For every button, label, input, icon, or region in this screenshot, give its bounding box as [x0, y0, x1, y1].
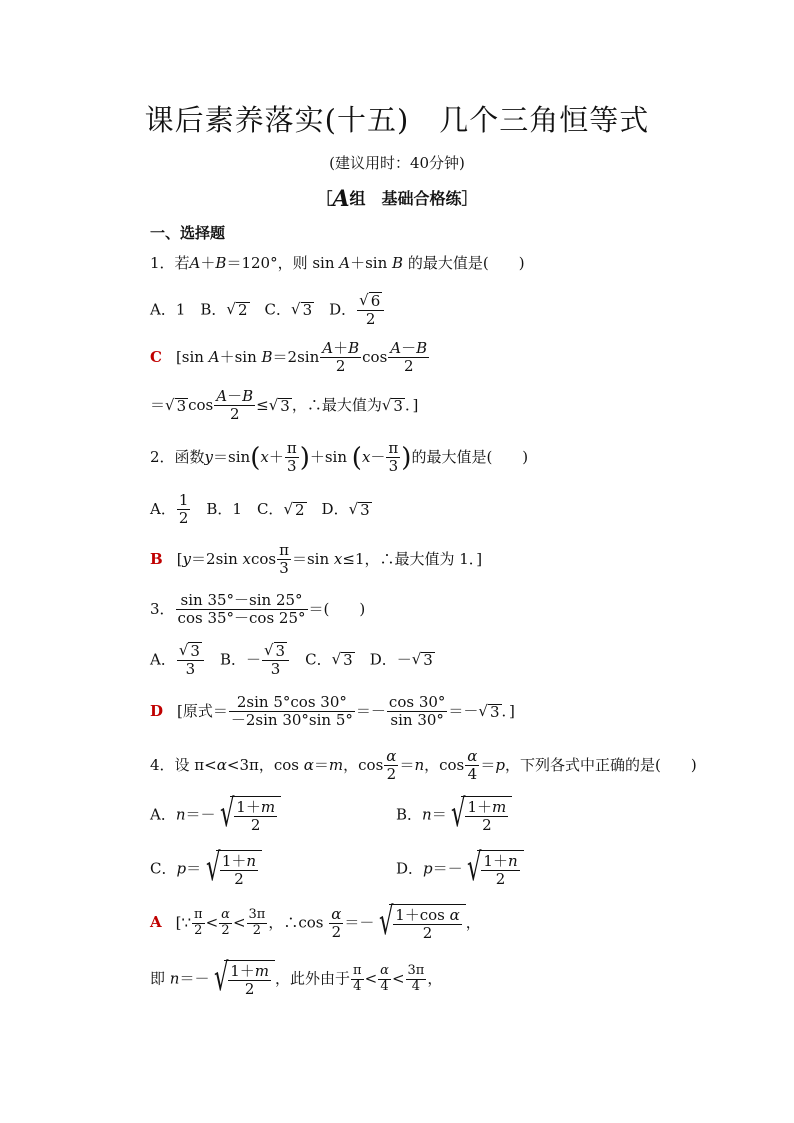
- question-4-option-d: D．p＝－ √ $\frac{1+n}{2}$: [396, 850, 524, 889]
- question-1-options: A．1 B．√ 2 C．√ 3 D． $\frac{√ 6}{2}$: [150, 292, 385, 329]
- question-4-option-b: B．n＝ √ $\frac{1+m}{2}$: [396, 796, 512, 835]
- question-1-stem: 1．若A＋B＝120°，则 sin A＋sin B 的最大值是( ): [150, 254, 525, 272]
- group-text: 组 基础合格练: [349, 189, 462, 208]
- question-4-explain-2: 即 n＝－ √ $\frac{1+m}{2}$ ，此外由于 $\frac{\pi}{4}$ < $\frac{\alpha}{4}$ < $\frac{3\pi}{4}$ ，: [150, 955, 443, 999]
- answer-letter: A: [150, 913, 162, 932]
- answer-letter: D: [150, 701, 164, 720]
- question-2-options: A． $\frac{1}{2}$ B．1 C．√ 2 D．√ 3: [150, 491, 370, 528]
- page-title: 课后素养落实(十五) 几个三角恒等式: [144, 103, 650, 137]
- bracket-left: ［: [316, 189, 333, 208]
- group-heading: [0, 186, 794, 212]
- question-1-answer: C [sin A＋sin B＝2sin $\frac{A+B}{2}$ cos $\frac{A-B}{2}$: [150, 339, 428, 376]
- group-letter: A: [332, 186, 350, 212]
- suggested-time: (建议用时：40分钟): [329, 154, 465, 172]
- question-2-stem: 2．函数y＝sin(x＋ $\frac{\pi}{3}$ )＋sin (x－ $\frac{\pi}{3}$ )的最大值是( ): [150, 439, 529, 476]
- bracket-right: ］: [461, 189, 478, 208]
- question-4-stem: 4．设 π<α<3π，cos α＝m，cos $\frac{\alpha}{2}$ ＝n，cos $\frac{\alpha}{4}$ ＝p，下列各式中正确的是( ): [150, 747, 697, 784]
- question-2-answer: B [y＝2sin xcos $\frac{\pi}{3}$ ＝sin x≤1，∴最大值为 1．]: [150, 541, 483, 578]
- answer-letter: C: [150, 347, 162, 366]
- question-4-option-a: A．n＝－ √ $\frac{1+m}{2}$: [150, 796, 281, 835]
- section-heading: 一、选择题: [150, 224, 226, 242]
- answer-letter: B: [150, 549, 163, 568]
- question-4-option-c: C．p＝ √ $\frac{1+n}{2}$: [150, 850, 262, 889]
- question-1-explain-2: ＝√ 3 cos $\frac{A-B}{2}$ ≤√ 3 ，∴最大值为√ 3 ．]: [150, 387, 419, 424]
- question-3-stem: 3． $\frac{\sin 35^\circ-\sin 25^\circ}{\cos 35^\circ-\cos 25^\circ}$ ＝( ): [150, 591, 366, 628]
- question-4-answer: A [∵ $\frac{\pi}{2}$ < $\frac{\alpha}{2}$ < $\frac{3\pi}{2}$ ，∴cos $\frac{\alpha}{2}$ ＝－ √ $\frac{\text{1＋cos α}}{2}$ ，: [150, 899, 481, 943]
- question-3-answer: D [原式＝ $\frac{2\sin 5^\circ\cos 30^\circ}{-2\sin 30^\circ\sin 5^\circ}$ ＝－ $\frac{\cos 30^\circ}{\sin 30^\circ}$ ＝－√ 3 ．]: [150, 693, 515, 730]
- question-3-options: A． $\frac{√ 3}{3}$ B．－ $\frac{√ 3}{3}$ C．√ 3 D．－√ 3: [150, 641, 433, 679]
